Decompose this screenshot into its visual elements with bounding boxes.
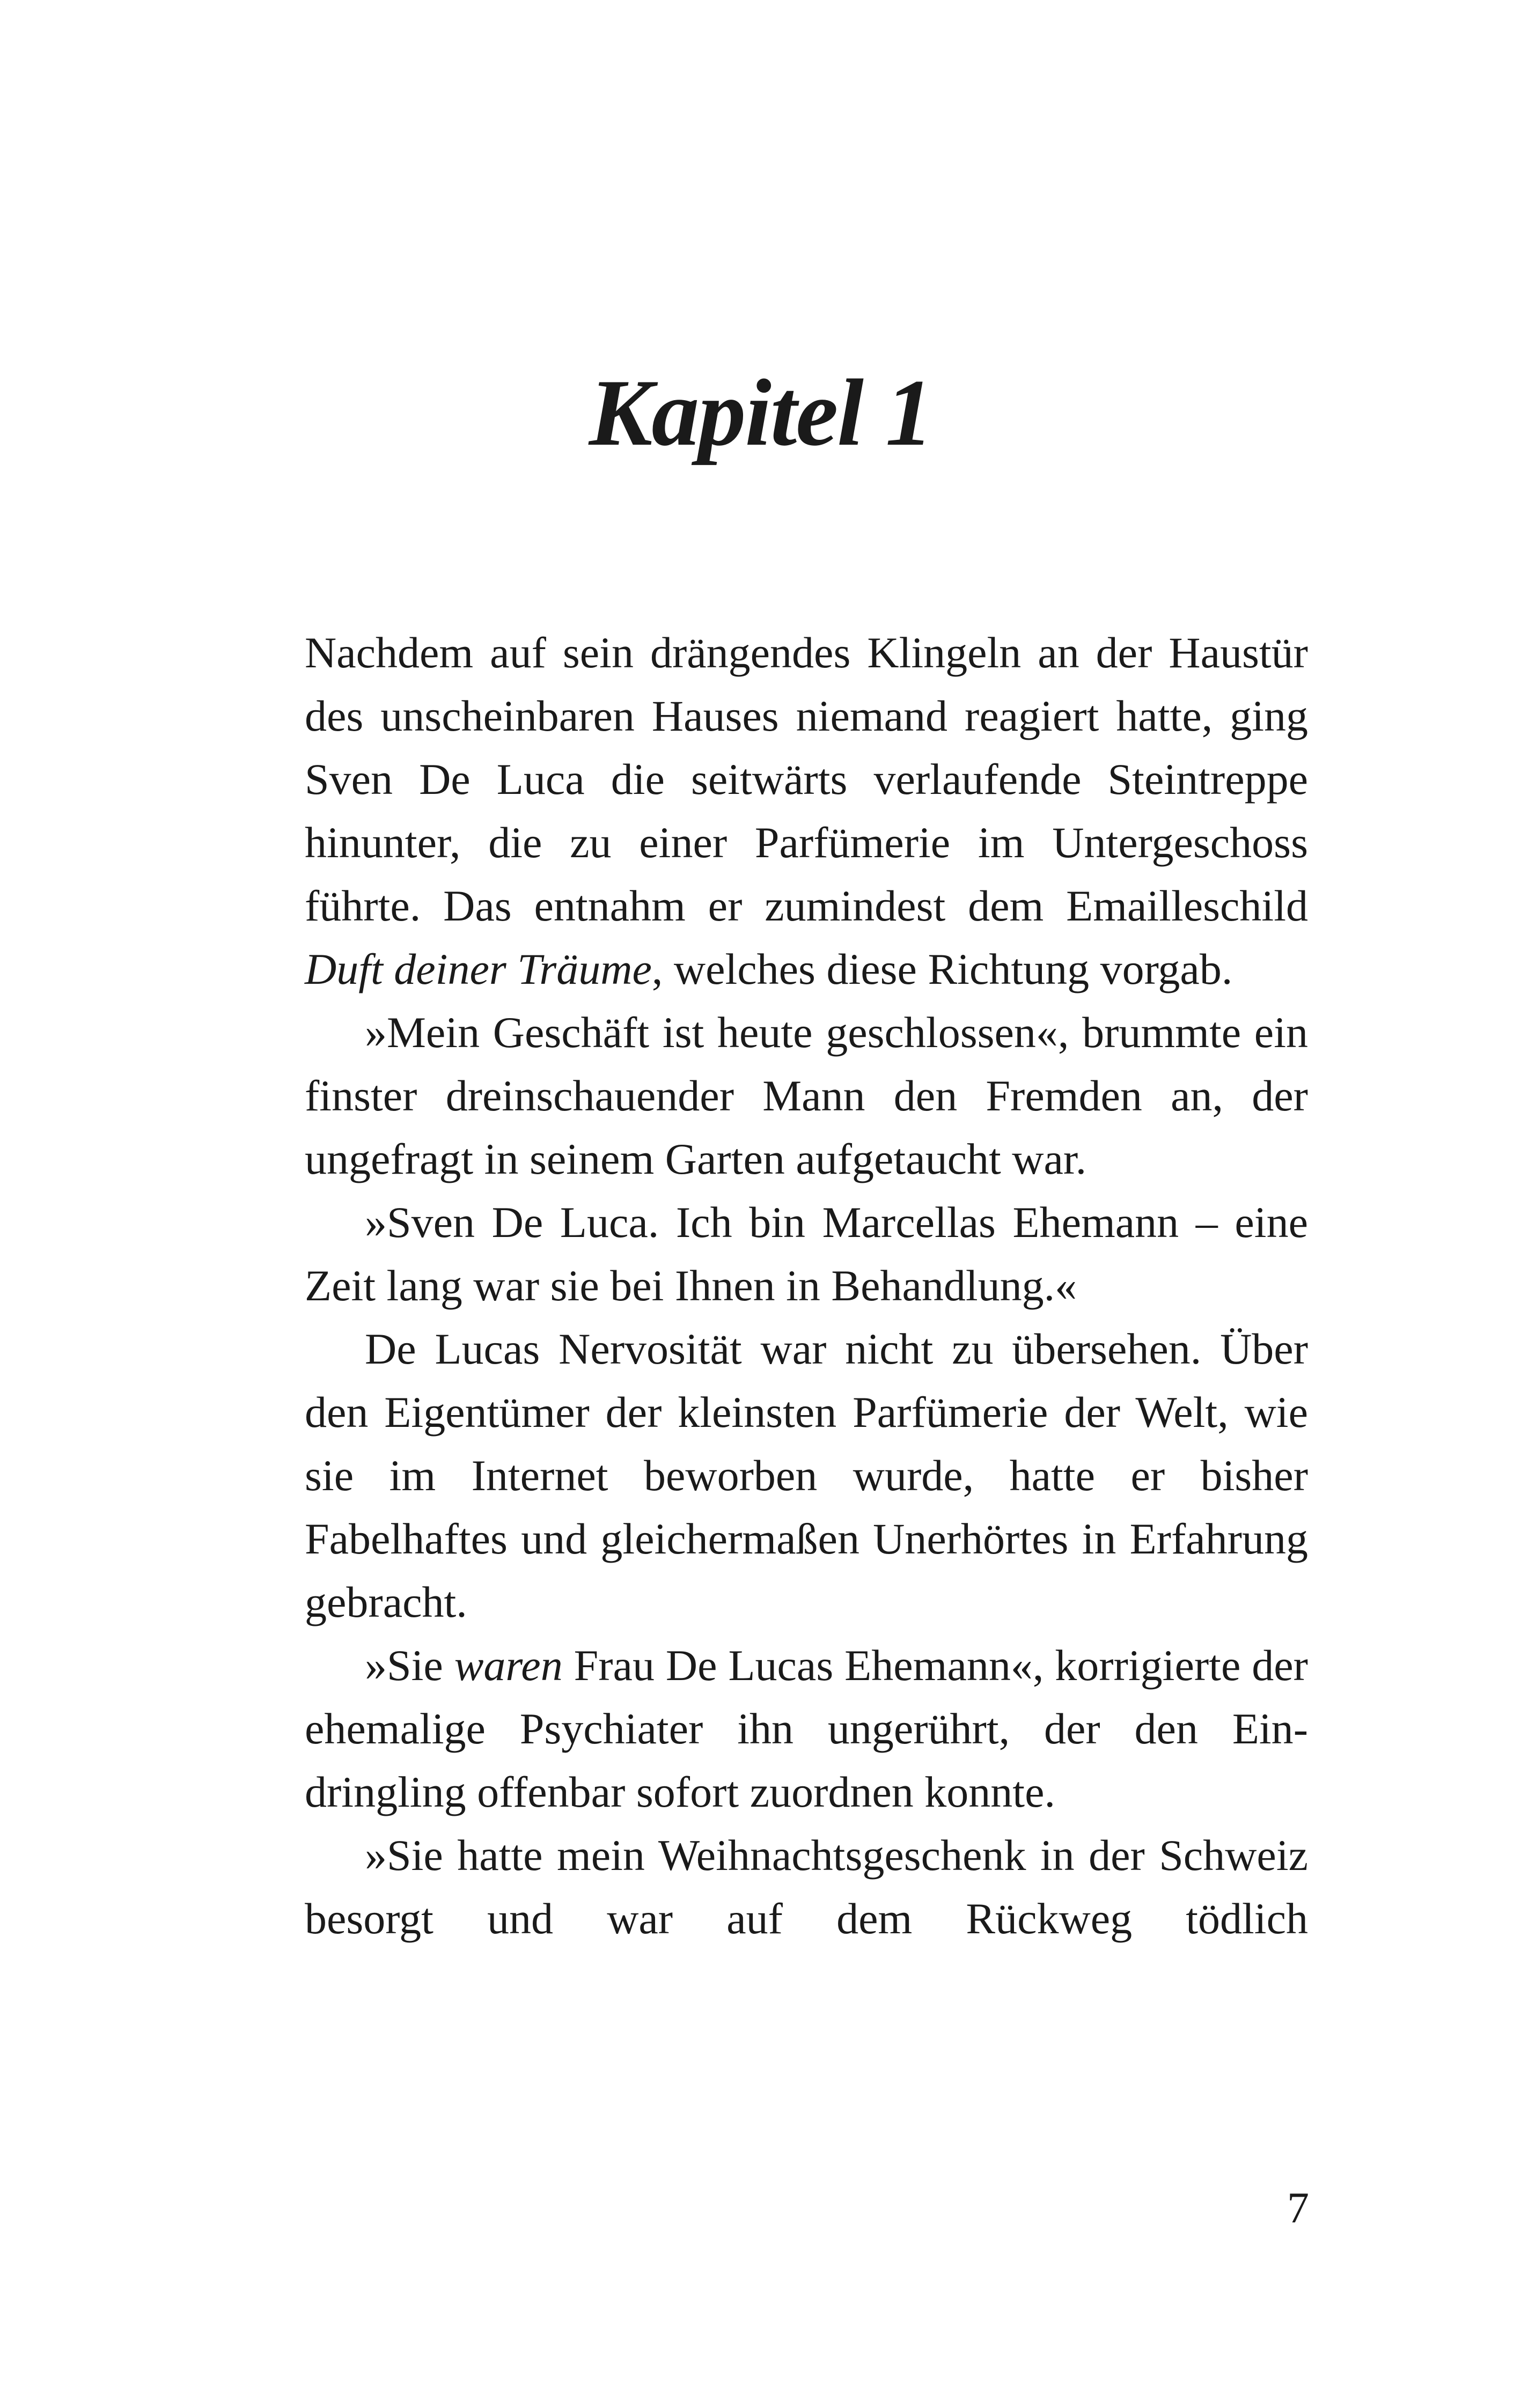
shop-sign-name: Duft deiner Träume xyxy=(305,945,652,993)
paragraph-6 xyxy=(305,1824,1308,1950)
paragraph-3 xyxy=(305,1191,1308,1317)
paragraph-text: , welches diese Richtung vorgab. xyxy=(651,945,1233,993)
chapter-title: Kapitel 1 xyxy=(589,359,932,466)
paragraph-text: Frau De Lucas Ehemann«, korrigierte der ehemalige Psychiater ihn ungerührt, der den Eindringling offenbar sofort zuordnen konnte. xyxy=(305,1641,1308,1816)
paragraph-text: Nachdem auf sein drängendes Klingeln an der Haustür des unscheinbaren Hauses niemand reagiert hatte, ging Sven De Luca die seitwärts verlaufende Steintreppe hinunter, die zu einer Parfümerie im Untergeschoss führte. Das entnahm er zumindest dem Emailleschild xyxy=(305,628,1308,930)
paragraph-text: »Sie hatte mein Weihnachtsgeschenk in der Schweiz besorgt und war auf dem Rückweg tödlich xyxy=(305,1831,1308,1943)
emphasis-text: waren xyxy=(454,1641,563,1690)
paragraph-4 xyxy=(305,1317,1308,1634)
paragraph-1 xyxy=(305,621,1308,1001)
paragraph-text: »Sie xyxy=(365,1641,454,1690)
page-number: 7 xyxy=(1287,2183,1309,2232)
body-text xyxy=(305,621,1308,1950)
paragraph-text: »Sven De Luca. Ich bin Marcellas Ehemann – eine Zeit lang war sie bei Ihnen in Behandlung.« xyxy=(305,1198,1308,1310)
paragraph-text: »Mein Geschäft ist heute geschlossen«, brummte ein finster dreinschauender Mann den Fremden an, der ungefragt in seinem Garten aufgetaucht war. xyxy=(305,1008,1308,1183)
paragraph-2 xyxy=(305,1001,1308,1191)
paragraph-text: De Lucas Nervosität war nicht zu übersehen. Über den Eigentümer der kleinsten Parfümerie der Welt, wie sie im Internet beworben wurde, hatte er bisher Fabelhaftes und gleichermaßen Unerhörtes in Erfahrung gebracht. xyxy=(305,1324,1308,1626)
paragraph-5 xyxy=(305,1634,1308,1824)
